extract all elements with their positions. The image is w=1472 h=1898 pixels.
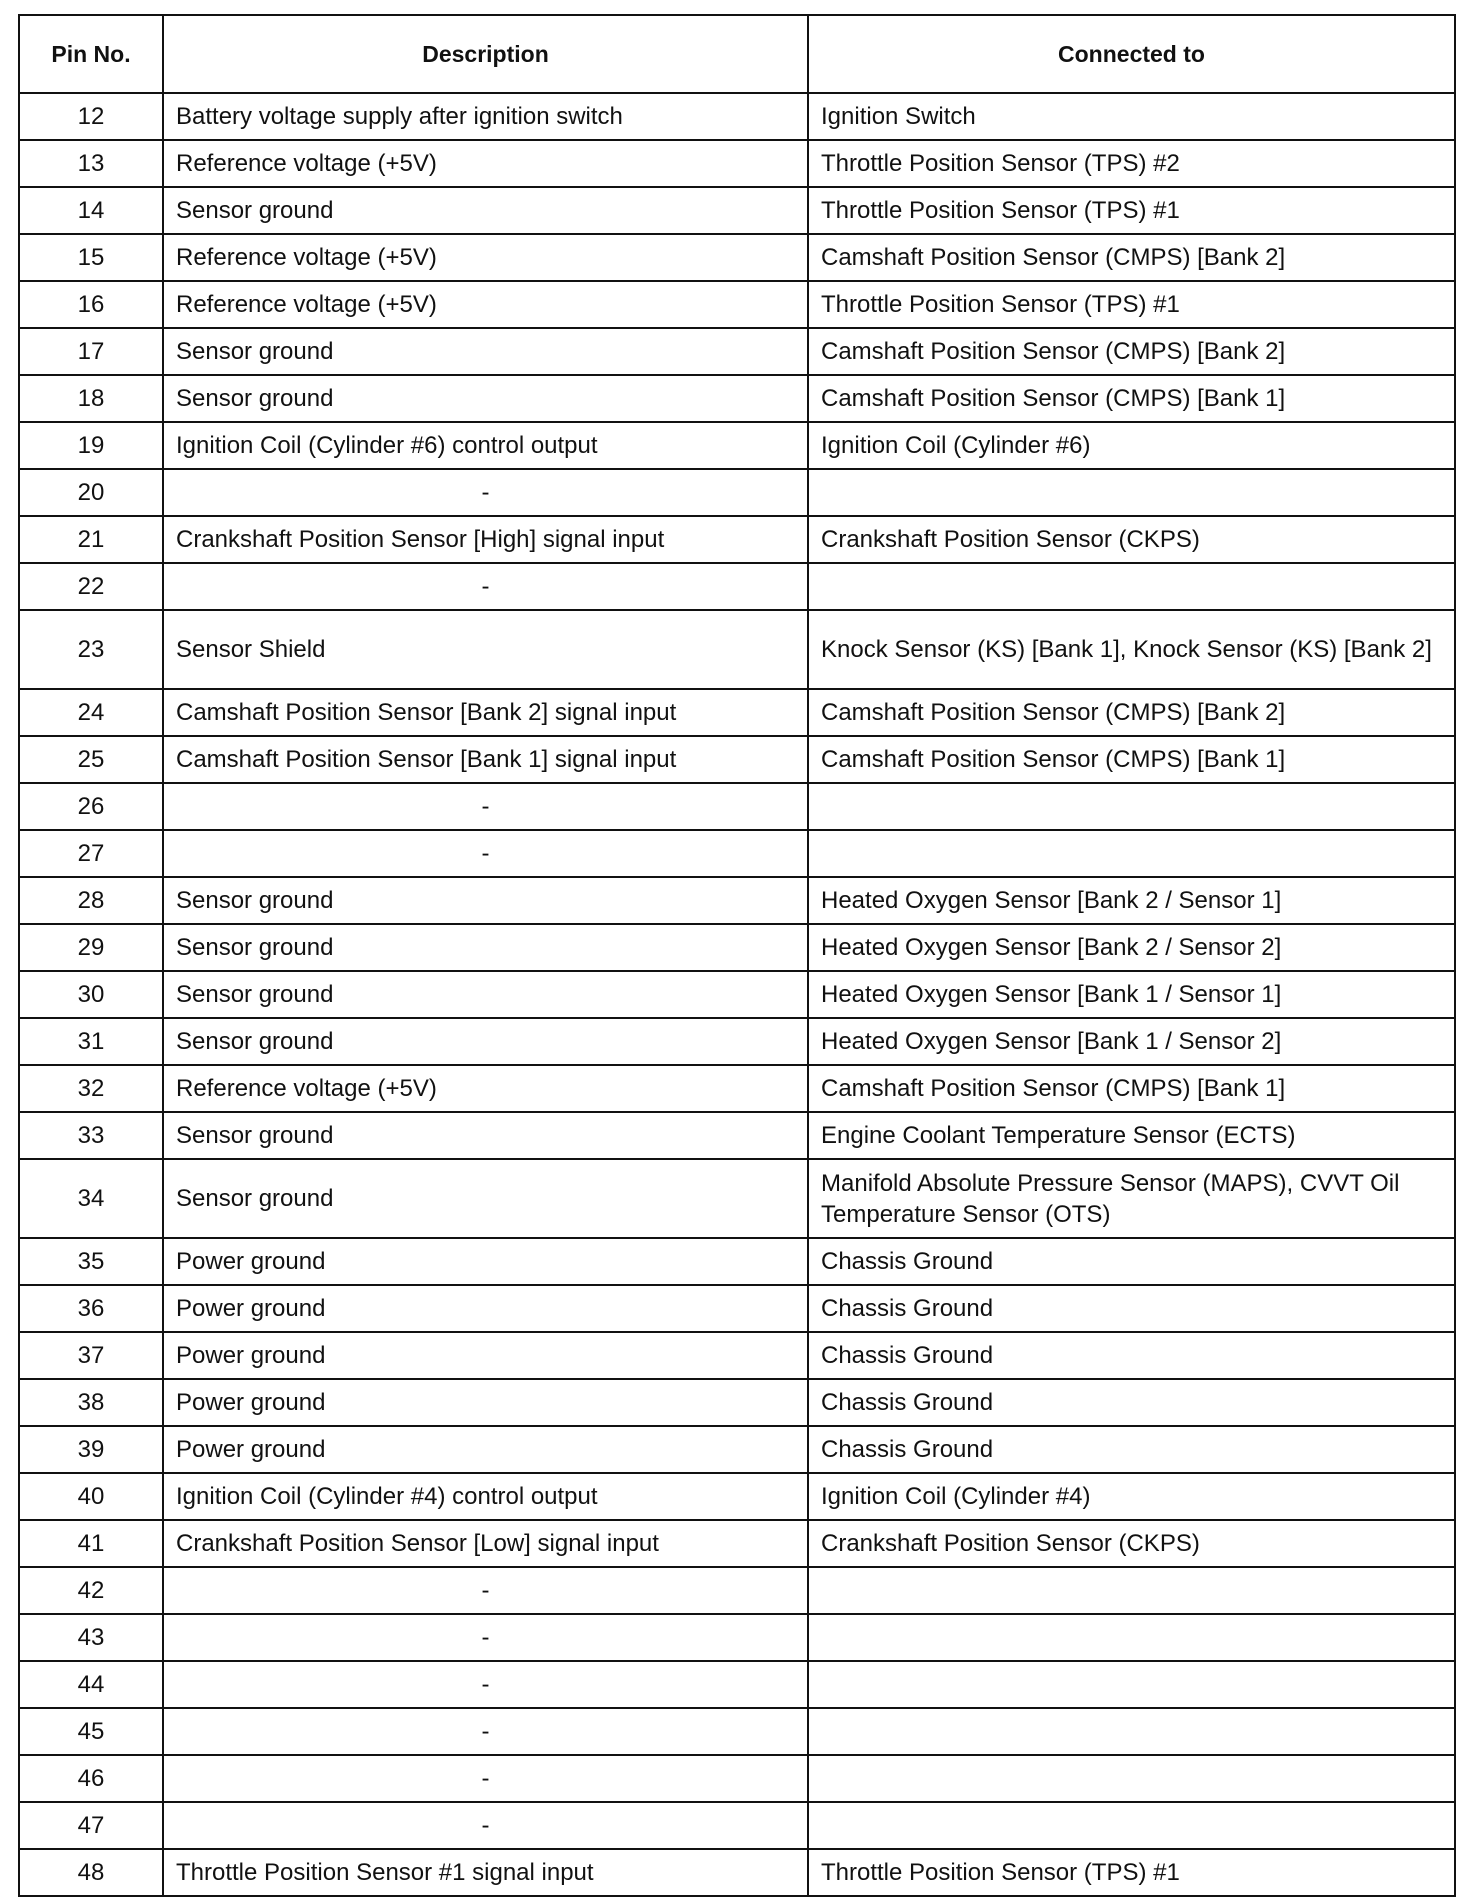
pin-cell: 23 <box>19 610 163 689</box>
table-row <box>19 1112 1455 1159</box>
description-cell: Sensor ground <box>163 328 808 375</box>
table-row <box>19 1159 1455 1238</box>
pin-cell: 30 <box>19 971 163 1018</box>
description-cell: Reference voltage (+5V) <box>163 140 808 187</box>
pin-cell: 13 <box>19 140 163 187</box>
connected-cell <box>808 1708 1455 1755</box>
table-row <box>19 422 1455 469</box>
connected-cell: Ignition Switch <box>808 93 1455 140</box>
description-cell: Camshaft Position Sensor [Bank 2] signal input <box>163 689 808 736</box>
description-cell: Sensor Shield <box>163 610 808 689</box>
table-row <box>19 877 1455 924</box>
table-row <box>19 1065 1455 1112</box>
pin-cell: 21 <box>19 516 163 563</box>
table-row <box>19 1473 1455 1520</box>
description-cell: Camshaft Position Sensor [Bank 1] signal input <box>163 736 808 783</box>
table-row <box>19 1332 1455 1379</box>
table-row <box>19 1708 1455 1755</box>
table-row <box>19 1018 1455 1065</box>
description-cell: Sensor ground <box>163 971 808 1018</box>
pin-cell: 19 <box>19 422 163 469</box>
connected-cell: Ignition Coil (Cylinder #6) <box>808 422 1455 469</box>
pin-cell: 46 <box>19 1755 163 1802</box>
description-cell: Reference voltage (+5V) <box>163 1065 808 1112</box>
pin-cell: 33 <box>19 1112 163 1159</box>
connected-cell: Camshaft Position Sensor (CMPS) [Bank 1] <box>808 736 1455 783</box>
table-row <box>19 689 1455 736</box>
pin-cell: 38 <box>19 1379 163 1426</box>
table-row <box>19 187 1455 234</box>
description-cell: Reference voltage (+5V) <box>163 234 808 281</box>
connected-cell: Chassis Ground <box>808 1285 1455 1332</box>
pin-cell: 43 <box>19 1614 163 1661</box>
description-cell: - <box>163 1802 808 1849</box>
table-row <box>19 1238 1455 1285</box>
pin-cell: 36 <box>19 1285 163 1332</box>
table-row <box>19 830 1455 877</box>
connected-cell <box>808 469 1455 516</box>
pin-cell: 44 <box>19 1661 163 1708</box>
connected-cell: Chassis Ground <box>808 1379 1455 1426</box>
table-row <box>19 234 1455 281</box>
description-cell: - <box>163 563 808 610</box>
connected-cell <box>808 1661 1455 1708</box>
table-row <box>19 563 1455 610</box>
pin-cell: 26 <box>19 783 163 830</box>
description-cell: Sensor ground <box>163 1159 808 1238</box>
connected-cell: Camshaft Position Sensor (CMPS) [Bank 2] <box>808 328 1455 375</box>
connected-cell: Heated Oxygen Sensor [Bank 2 / Sensor 1] <box>808 877 1455 924</box>
pin-cell: 45 <box>19 1708 163 1755</box>
header-row <box>19 15 1455 93</box>
pin-cell: 17 <box>19 328 163 375</box>
connected-cell: Camshaft Position Sensor (CMPS) [Bank 2] <box>808 689 1455 736</box>
description-cell: Sensor ground <box>163 924 808 971</box>
description-cell: Sensor ground <box>163 1112 808 1159</box>
pin-cell: 18 <box>19 375 163 422</box>
description-cell: Ignition Coil (Cylinder #6) control output <box>163 422 808 469</box>
description-cell: Reference voltage (+5V) <box>163 281 808 328</box>
description-cell: - <box>163 1755 808 1802</box>
connected-cell <box>808 1567 1455 1614</box>
description-cell: - <box>163 1567 808 1614</box>
table-row <box>19 971 1455 1018</box>
pin-cell: 32 <box>19 1065 163 1112</box>
description-cell: Power ground <box>163 1285 808 1332</box>
header-connected: Connected to <box>808 15 1455 93</box>
description-cell: Power ground <box>163 1426 808 1473</box>
connected-cell <box>808 1755 1455 1802</box>
connected-cell: Camshaft Position Sensor (CMPS) [Bank 1] <box>808 1065 1455 1112</box>
pin-cell: 39 <box>19 1426 163 1473</box>
table-row <box>19 783 1455 830</box>
table-row <box>19 375 1455 422</box>
description-cell: Sensor ground <box>163 877 808 924</box>
pin-cell: 34 <box>19 1159 163 1238</box>
table-row <box>19 469 1455 516</box>
connected-cell: Ignition Coil (Cylinder #4) <box>808 1473 1455 1520</box>
table-row <box>19 281 1455 328</box>
table-row <box>19 140 1455 187</box>
header-description: Description <box>163 15 808 93</box>
description-cell: - <box>163 783 808 830</box>
description-cell: - <box>163 1661 808 1708</box>
pin-cell: 14 <box>19 187 163 234</box>
description-cell: Crankshaft Position Sensor [High] signal input <box>163 516 808 563</box>
description-cell: Battery voltage supply after ignition switch <box>163 93 808 140</box>
pin-cell: 22 <box>19 563 163 610</box>
pin-cell: 41 <box>19 1520 163 1567</box>
connected-cell: Heated Oxygen Sensor [Bank 1 / Sensor 1] <box>808 971 1455 1018</box>
description-cell: - <box>163 1708 808 1755</box>
connected-cell: Camshaft Position Sensor (CMPS) [Bank 1] <box>808 375 1455 422</box>
description-cell: - <box>163 830 808 877</box>
table-row <box>19 1285 1455 1332</box>
connected-cell: Throttle Position Sensor (TPS) #1 <box>808 187 1455 234</box>
pin-cell: 48 <box>19 1849 163 1896</box>
description-cell: Power ground <box>163 1332 808 1379</box>
pin-table <box>18 14 1456 1897</box>
description-cell: - <box>163 1614 808 1661</box>
table-row <box>19 1755 1455 1802</box>
connected-cell: Chassis Ground <box>808 1238 1455 1285</box>
connected-cell <box>808 563 1455 610</box>
table-row <box>19 1614 1455 1661</box>
pin-cell: 27 <box>19 830 163 877</box>
description-cell: Sensor ground <box>163 187 808 234</box>
table-row <box>19 1802 1455 1849</box>
connected-cell: Heated Oxygen Sensor [Bank 2 / Sensor 2] <box>808 924 1455 971</box>
pin-cell: 28 <box>19 877 163 924</box>
connected-cell: Throttle Position Sensor (TPS) #1 <box>808 281 1455 328</box>
description-cell: Power ground <box>163 1238 808 1285</box>
pin-cell: 15 <box>19 234 163 281</box>
header-pin: Pin No. <box>19 15 163 93</box>
table-row <box>19 516 1455 563</box>
pin-cell: 16 <box>19 281 163 328</box>
connected-cell: Chassis Ground <box>808 1426 1455 1473</box>
description-cell: Sensor ground <box>163 1018 808 1065</box>
table-row <box>19 1520 1455 1567</box>
connected-cell: Crankshaft Position Sensor (CKPS) <box>808 1520 1455 1567</box>
connected-cell: Manifold Absolute Pressure Sensor (MAPS), CVVT Oil Temperature Sensor (OTS) <box>808 1159 1455 1238</box>
table-row <box>19 1567 1455 1614</box>
table-row <box>19 1426 1455 1473</box>
table-row <box>19 610 1455 689</box>
connected-cell <box>808 1614 1455 1661</box>
connected-cell: Throttle Position Sensor (TPS) #2 <box>808 140 1455 187</box>
pin-cell: 12 <box>19 93 163 140</box>
table-row <box>19 328 1455 375</box>
pin-cell: 42 <box>19 1567 163 1614</box>
connected-cell: Camshaft Position Sensor (CMPS) [Bank 2] <box>808 234 1455 281</box>
table-row <box>19 1661 1455 1708</box>
connected-cell: Crankshaft Position Sensor (CKPS) <box>808 516 1455 563</box>
pin-cell: 20 <box>19 469 163 516</box>
pin-cell: 31 <box>19 1018 163 1065</box>
pin-cell: 37 <box>19 1332 163 1379</box>
table-row <box>19 93 1455 140</box>
description-cell: - <box>163 469 808 516</box>
pin-cell: 25 <box>19 736 163 783</box>
description-cell: Throttle Position Sensor #1 signal input <box>163 1849 808 1896</box>
pin-cell: 24 <box>19 689 163 736</box>
connected-cell: Engine Coolant Temperature Sensor (ECTS) <box>808 1112 1455 1159</box>
description-cell: Crankshaft Position Sensor [Low] signal input <box>163 1520 808 1567</box>
pin-cell: 29 <box>19 924 163 971</box>
connected-cell: Chassis Ground <box>808 1332 1455 1379</box>
description-cell: Ignition Coil (Cylinder #4) control output <box>163 1473 808 1520</box>
connected-cell <box>808 830 1455 877</box>
table-row <box>19 736 1455 783</box>
table-row <box>19 1379 1455 1426</box>
connected-cell: Knock Sensor (KS) [Bank 1], Knock Sensor (KS) [Bank 2] <box>808 610 1455 689</box>
connected-cell: Heated Oxygen Sensor [Bank 1 / Sensor 2] <box>808 1018 1455 1065</box>
pin-cell: 40 <box>19 1473 163 1520</box>
description-cell: Power ground <box>163 1379 808 1426</box>
connected-cell <box>808 1802 1455 1849</box>
table-row <box>19 1849 1455 1896</box>
table-row <box>19 924 1455 971</box>
connected-cell <box>808 783 1455 830</box>
connected-cell: Throttle Position Sensor (TPS) #1 <box>808 1849 1455 1896</box>
pin-cell: 47 <box>19 1802 163 1849</box>
pin-cell: 35 <box>19 1238 163 1285</box>
description-cell: Sensor ground <box>163 375 808 422</box>
